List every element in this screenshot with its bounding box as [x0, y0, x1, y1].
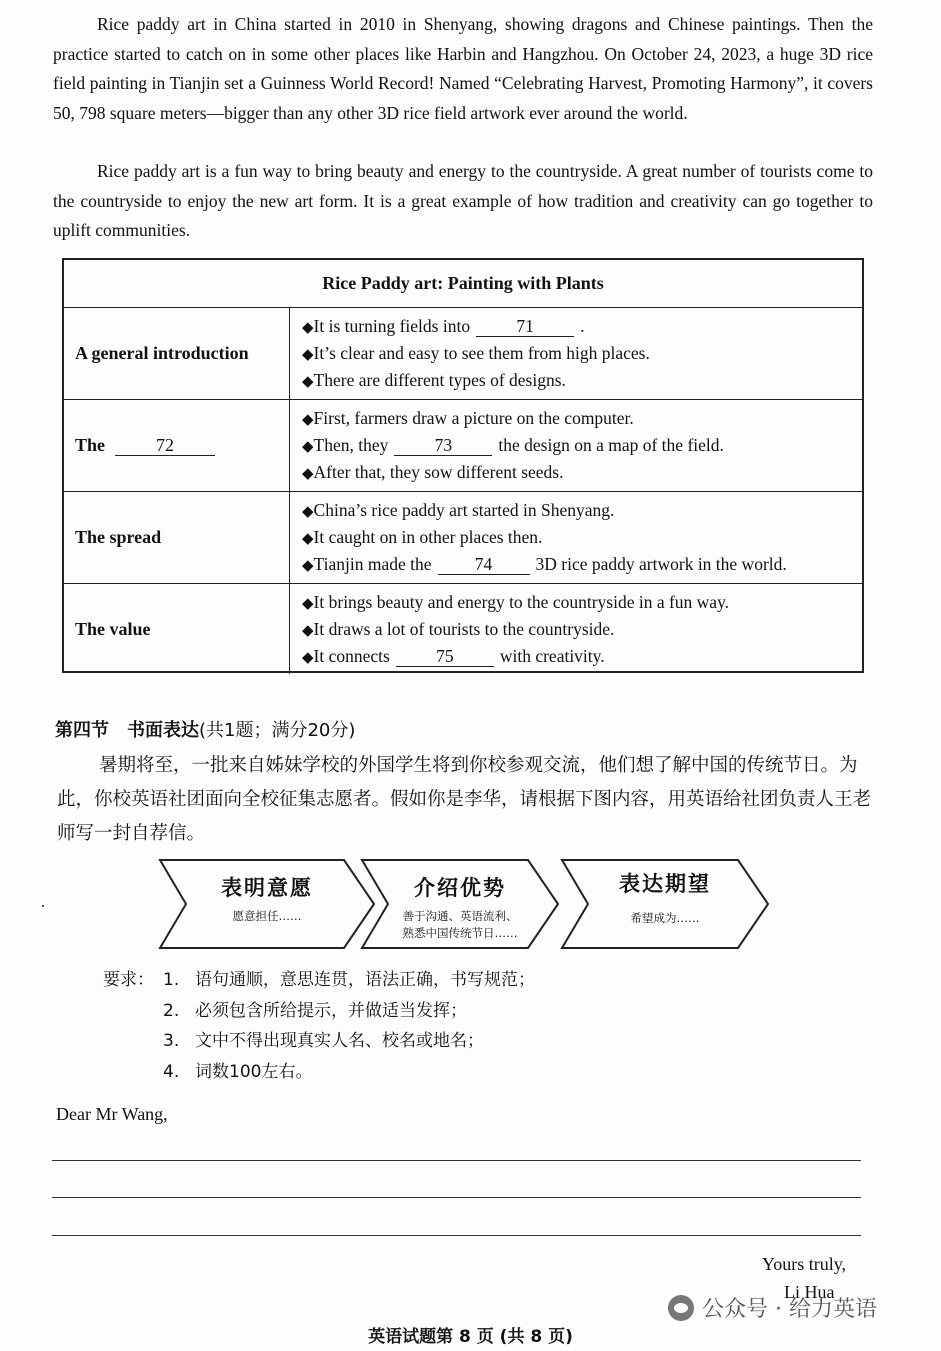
requirements-label: 要求： — [103, 970, 154, 990]
letter-greeting: Dear Mr Wang, — [56, 1104, 168, 1124]
writing-line[interactable] — [52, 1160, 861, 1161]
diamond-bullet-icon: ◆ — [302, 556, 314, 574]
passage-paragraph-1: Rice paddy art in China started in 2010 in Shenyang, showing dragons and Chinese paintings. Then the practice started to catch on in some other places like Harbin and Hangzhou. On October 24, 2023, a huge 3D rice field painting in Tianjin set a Guinness World Record! Named “Celebrating Harvest, Promoting Harmony”, it covers 50, 798 square meters—bigger than any other 3D rice field artwork ever around the world. — [53, 14, 873, 123]
diamond-bullet-icon: ◆ — [302, 593, 314, 612]
row-label: A general introduction — [64, 308, 290, 399]
writing-line[interactable] — [52, 1235, 861, 1236]
requirements-list: 要求： 1. 语句通顺，意思连贯，语法正确，书写规范； 2. 必须包含所给提示，并做适当发挥； 3. 文中不得出现真实人名、校名或地名； 4. 词数100左右。 — [103, 965, 535, 1087]
table-line: ◆It is turning fields into 71 . — [302, 316, 585, 336]
diamond-bullet-icon: ◆ — [302, 502, 314, 520]
letter-signature: Li Hua — [784, 1282, 835, 1302]
table-row — [64, 584, 862, 674]
diamond-bullet-icon: ◆ — [302, 620, 314, 639]
watermark: 公众号 · 给力英语 — [668, 1292, 877, 1323]
answer-blank-71[interactable]: 71 — [476, 316, 574, 337]
row-label: The spread — [64, 492, 290, 583]
answer-blank-74[interactable]: 74 — [438, 554, 530, 575]
page-footer: 英语试题第 8 页 (共 8 页) — [368, 1327, 573, 1347]
table-row — [64, 492, 862, 584]
table-line: ◆It connects 75 with creativity. — [302, 645, 605, 666]
table-line: ◆It draws a lot of tourists to the countryside. — [302, 618, 615, 639]
table-line: ◆It’s clear and easy to see them from high places. — [302, 343, 650, 363]
answer-blank-72[interactable]: 72 — [115, 435, 215, 456]
table-line: ◆First, farmers draw a picture on the computer. — [302, 408, 634, 428]
chevron-step-1: 表明意愿 愿意担任…… — [158, 858, 376, 950]
passage-paragraph-2: Rice paddy art is a fun way to bring beauty and energy to the countryside. A great number of tourists come to the countryside to enjoy the new art form. It is a great example of how tradition and creativity can go together to uplift communities. — [53, 161, 873, 240]
section-heading: 第四节 书面表达(共1题；满分20分) — [55, 720, 356, 741]
list-item: 词数100左右。 — [195, 1061, 313, 1082]
table-title: Rice Paddy art: Painting with Plants — [64, 260, 862, 308]
writing-line[interactable] — [52, 1197, 861, 1198]
stray-mark — [42, 905, 44, 907]
table-line: ◆It brings beauty and energy to the countryside in a fun way. — [302, 591, 730, 612]
diamond-bullet-icon: ◆ — [302, 410, 314, 428]
diamond-bullet-icon: ◆ — [302, 529, 314, 547]
table-line: ◆China’s rice paddy art started in Shenyang. — [302, 500, 615, 520]
letter-closing: Yours truly, Li Hua — [762, 1250, 846, 1306]
diamond-bullet-icon: ◆ — [302, 318, 314, 336]
chevron-step-3: 表达期望 希望成为…… — [560, 858, 770, 950]
list-item: 语句通顺，意思连贯，语法正确，书写规范； — [195, 970, 535, 990]
diamond-bullet-icon: ◆ — [302, 464, 314, 482]
chevron-step-2: 介绍优势 善于沟通、英语流利、 熟悉中国传统节日…… — [360, 858, 560, 950]
table-line: ◆It caught on in other places then. — [302, 527, 543, 547]
answer-blank-75[interactable]: 75 — [396, 646, 494, 667]
answer-blank-73[interactable]: 73 — [394, 435, 492, 456]
writing-task-text: 暑期将至，一批来自姊妹学校的外国学生将到你校参观交流，他们想了解中国的传统节日。为此，你校英语社团面向全校征集志愿者。假如你是李华，请根据下图内容，用英语给社团负责人王老师写一封自荐信。 — [57, 755, 872, 844]
table-line: ◆There are different types of designs. — [302, 370, 566, 390]
table-line: ◆Then, they 73 the design on a map of the field. — [302, 435, 724, 455]
diamond-bullet-icon: ◆ — [302, 345, 314, 363]
table-line: ◆Tianjin made the 74 3D rice paddy artwork in the world. — [302, 554, 787, 574]
summary-table — [62, 258, 864, 673]
diamond-bullet-icon: ◆ — [302, 647, 314, 666]
row-label: The 72 — [64, 400, 290, 491]
table-row — [64, 400, 862, 492]
row-label: The value — [64, 584, 290, 674]
diamond-bullet-icon: ◆ — [302, 372, 314, 390]
table-row — [64, 308, 862, 400]
wechat-icon — [668, 1295, 694, 1321]
list-item: 必须包含所给提示，并做适当发挥； — [195, 1000, 467, 1021]
table-line: ◆After that, they sow different seeds. — [302, 462, 564, 482]
diamond-bullet-icon: ◆ — [302, 437, 314, 455]
list-item: 文中不得出现真实人名、校名或地名； — [195, 1031, 484, 1051]
